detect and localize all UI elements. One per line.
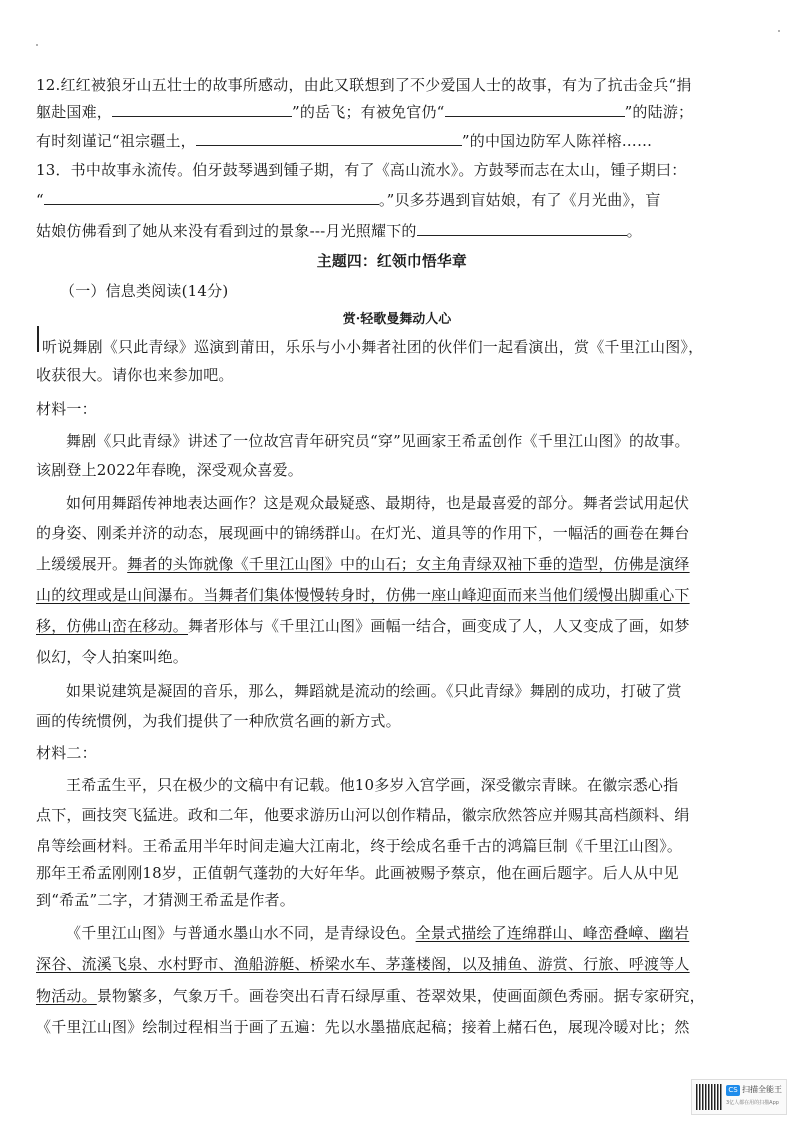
- q13-line1: 13．书中故事永流传。伯牙鼓琴遇到锺子期，有了《高山流水》。方鼓琴而志在太山，锺子期曰：: [36, 161, 687, 179]
- q12-line3-a: 有时刻谨记“祖宗疆土，: [36, 132, 196, 150]
- reading-title: 赏·轻歌曼舞动人心: [342, 312, 452, 327]
- m2-p2-line2: 深谷、流溪飞泉、水村野市、渔船游艇、桥梁水车、茅蓬楼阁，以及捕鱼、游赏、行旅、呼渡等人: [36, 955, 690, 973]
- intro-bar: [37, 326, 39, 352]
- m2-p2-line4: 《千里江山图》绘制过程相当于画了五遍：先以水墨描底起稿；接着上赭石色，展现冷暖对比；然: [36, 1018, 690, 1036]
- section-title: （一）信息类阅读(14分): [60, 282, 229, 300]
- answer-blank[interactable]: [112, 102, 292, 117]
- scanner-app-tagline: 3亿人都在用的扫描App: [726, 1100, 779, 1106]
- answer-blank[interactable]: [44, 190, 379, 205]
- m2-p1-line5: 到“希孟”二字，才猜测王希孟是作者。: [36, 891, 295, 909]
- m2-p1-line4: 那年王希孟刚刚18岁，正值朝气蓬勃的大好年华。此画被赐予蔡京，他在画后题字。后人从中见: [36, 864, 679, 882]
- m2-p1-line3: 帛等绘画材料。王希孟用半年时间走遍大江南北，终于绘成名垂千古的鸿篇巨制《千里江山图》。: [36, 837, 683, 855]
- m1-p2-line4: 山的纹理或是山间瀑布。当舞者们集体慢慢转身时，仿佛一座山峰迎面而来当他们缓慢出脚重心下: [36, 586, 690, 604]
- q13-line2-a: “: [36, 191, 44, 209]
- m1-p3-line2: 画的传统惯例，为我们提供了一种欣赏名画的新方式。: [36, 712, 401, 730]
- q12-line2: [36, 101, 693, 122]
- material2-label: 材料二：: [36, 744, 97, 762]
- q12-line2-b: ”的岳飞；有被免官仍“: [292, 103, 445, 121]
- m2-p1-line2: 点下，画技突飞猛进。政和二年，他要求游历山河以创作精品，徽宗欣然答应并赐其高档颜料、绢: [36, 806, 690, 824]
- m1-p2-line2: 的身姿、刚柔并济的动态，展现画中的锦绣群山。在灯光、道具等的作用下，一幅活的画卷在舞台: [36, 524, 690, 542]
- scan-speck: [778, 30, 780, 32]
- q12-line3-b: ”的中国边防军人陈祥榕……: [461, 132, 653, 150]
- q12-line3: [36, 130, 652, 151]
- m1-p3-line1: 如果说建筑是凝固的音乐，那么，舞蹈就是流动的绘画。《只此青绿》舞剧的成功，打破了赏: [66, 682, 682, 700]
- scanner-app-name: 扫描全能王: [742, 1085, 782, 1094]
- camscanner-logo-icon: CS: [726, 1085, 740, 1096]
- q12-line2-c: ”的陆游；: [624, 103, 694, 121]
- answer-blank[interactable]: [196, 131, 462, 146]
- theme-title: 主题四：红领巾悟华章: [316, 252, 467, 270]
- scan-speck: [36, 44, 38, 46]
- q12-line1: 12.红红被狼牙山五壮士的故事所感动，由此又联想到了不少爱国人士的故事，有为了抗击金兵“捐: [36, 76, 692, 94]
- m1-p1-line1: 舞剧《只此青绿》讲述了一位故宫青年研究员“穿”见画家王希孟创作《千里江山图》的故事。: [66, 432, 690, 450]
- m1-p2-line1: 如何用舞蹈传神地表达画作？这是观众最疑惑、最期待，也是最喜爱的部分。舞者尝试用起伏: [66, 494, 690, 512]
- q13-line3-b: 。: [626, 222, 642, 240]
- m1-p2-line3-underlined: 舞者的头饰就像《千里江山图》中的山石；女主角青绿双袖下垂的造型，仿佛是演绎: [127, 555, 690, 573]
- m1-p2-line5-underlined: 移，仿佛山峦在移动。: [36, 617, 189, 635]
- scanner-watermark: [691, 1079, 787, 1115]
- intro-line1: 听说舞剧《只此青绿》巡演到莆田，乐乐与小小舞者社团的伙伴们一起看演出，赏《千里江山图》，: [42, 338, 704, 356]
- m1-p2-line3-text: 上缓缓展开。: [36, 555, 128, 573]
- m2-p2-line1-text: 《千里江山图》与普通水墨山水不同，是青绿设色。: [66, 924, 416, 942]
- q13-line2: [36, 189, 661, 210]
- answer-blank[interactable]: [417, 221, 627, 236]
- q13-line2-b: 。”贝多芬遇到盲姑娘，有了《月光曲》，盲: [378, 191, 661, 209]
- m1-p2-line3: [36, 553, 690, 574]
- m1-p2-line6: 似幻，令人拍案叫绝。: [36, 648, 189, 666]
- m2-p2-line1: [66, 922, 689, 943]
- q13-line3: [36, 220, 642, 241]
- m1-p1-line2: 该剧登上2022年春晚，深受观众喜爱。: [36, 461, 303, 479]
- m1-p2-line5: [36, 615, 690, 636]
- m2-p2-line1-underlined: 全景式描绘了连绵群山、峰峦叠嶂、幽岩: [415, 924, 690, 942]
- m2-p1-line1: 王希孟生平，只在极少的文稿中有记载。他10多岁入宫学画，深受徽宗青睐。在徽宗悉心指: [66, 776, 679, 794]
- m2-p2-line3-underlined: 物活动。: [36, 987, 97, 1005]
- q13-line3-a: 姑娘仿佛看到了她从来没有看到过的景象---月光照耀下的: [36, 222, 417, 240]
- m2-p2-line3: [36, 985, 705, 1006]
- m1-p2-line5-text: 舞者形体与《千里江山图》画幅一结合，画变成了人，人又变成了画，如梦: [188, 617, 690, 635]
- qr-code-icon: [696, 1084, 722, 1110]
- intro-line2: 收获很大。请你也来参加吧。: [36, 366, 234, 384]
- q12-line2-a: 躯赴国难，: [36, 103, 113, 121]
- m2-p2-line3-text: 景物繁多，气象万千。画卷突出石青石绿厚重、苍翠效果，使画面颜色秀丽。据专家研究，: [96, 987, 705, 1005]
- material1-label: 材料一：: [36, 400, 97, 418]
- answer-blank[interactable]: [445, 102, 625, 117]
